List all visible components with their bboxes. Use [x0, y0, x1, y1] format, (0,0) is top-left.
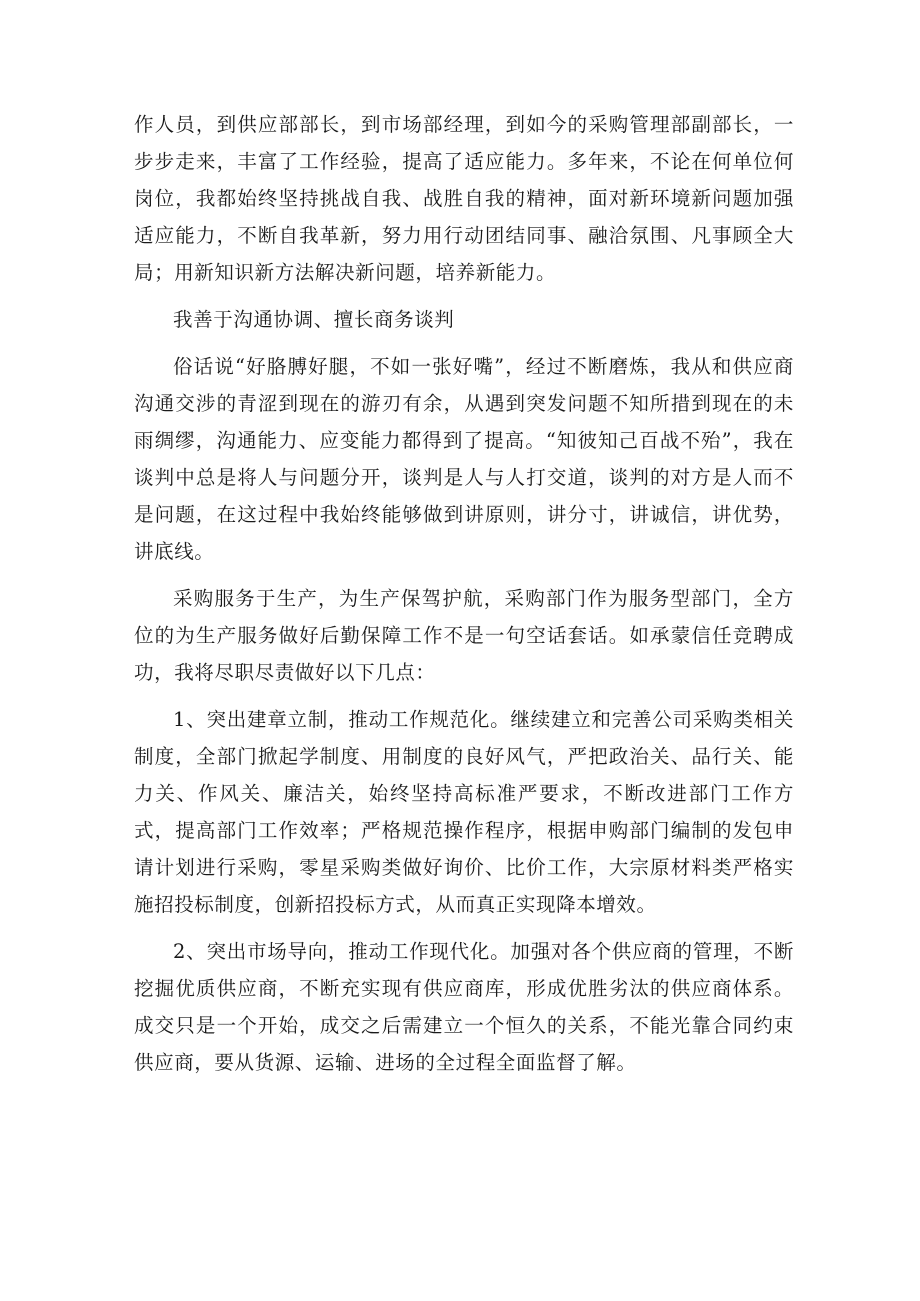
paragraph-spacer: [134, 691, 794, 701]
paragraph-spacer: [134, 923, 794, 933]
paragraph-spacer: [134, 291, 794, 301]
paragraph-negotiation: 俗话说“好胳膊好腿，不如一张好嘴”，经过不断磨炼，我从和供应商沟通交涉的青涩到现在的游刃有余，从遇到突发问题不知所措到现在的未雨绸缪，沟通能力、应变能力都得到了提高。“知彼知己百战不殆”，我在谈判中总是将人与问题分开，谈判是人与人打交道，谈判的对方是人而不是问题，在这过程中我始终能够做到讲原则，讲分寸，讲诚信，讲优势，讲底线。: [134, 355, 794, 563]
paragraph-point-2: 2、突出市场导向，推动工作现代化。加强对各个供应商的管理，不断挖掘优质供应商，不断充实现有供应商库，形成优胜劣汰的供应商体系。成交只是一个开始，成交之后需建立一个恒久的关系，不能光靠合同约束供应商，要从货源、运输、进场的全过程全面监督了解。: [134, 940, 794, 1074]
paragraph-spacer: [134, 570, 794, 580]
section-heading-communication: 我善于沟通协调、擅长商务谈判: [173, 308, 455, 331]
paragraph-service: 采购服务于生产，为生产保驾护航，采购部门作为服务型部门，全方位的为生产服务做好后勤保障工作不是一句空话套话。如承蒙信任竞聘成功，我将尽职尽责做好以下几点：: [134, 587, 794, 684]
paragraph-work-history: 作人员，到供应部部长，到市场部经理，到如今的采购管理部副部长，一步步走来，丰富了工作经验，提高了适应能力。多年来，不论在何单位何岗位，我都始终坚持挑战自我、战胜自我的精神，面对新环境新问题加强适应能力，不断自我革新，努力用行动团结同事、融洽氛围、凡事顾全大局；用新知识新方法解决新问题，培养新能力。: [134, 113, 794, 284]
document-body: [134, 106, 794, 1081]
paragraph-spacer: [134, 338, 794, 348]
paragraph-point-1: 1、突出建章立制，推动工作规范化。继续建立和完善公司采购类相关制度，全部门掀起学制度、用制度的良好风气，严把政治关、品行关、能力关、作风关、廉洁关，始终坚持高标准严要求，不断改进部门工作方式，提高部门工作效率；严格规范操作程序，根据申购部门编制的发包申请计划进行采购，零星采购类做好询价、比价工作，大宗原材料类严格实施招投标制度，创新招投标方式，从而真正实现降本增效。: [134, 708, 794, 916]
